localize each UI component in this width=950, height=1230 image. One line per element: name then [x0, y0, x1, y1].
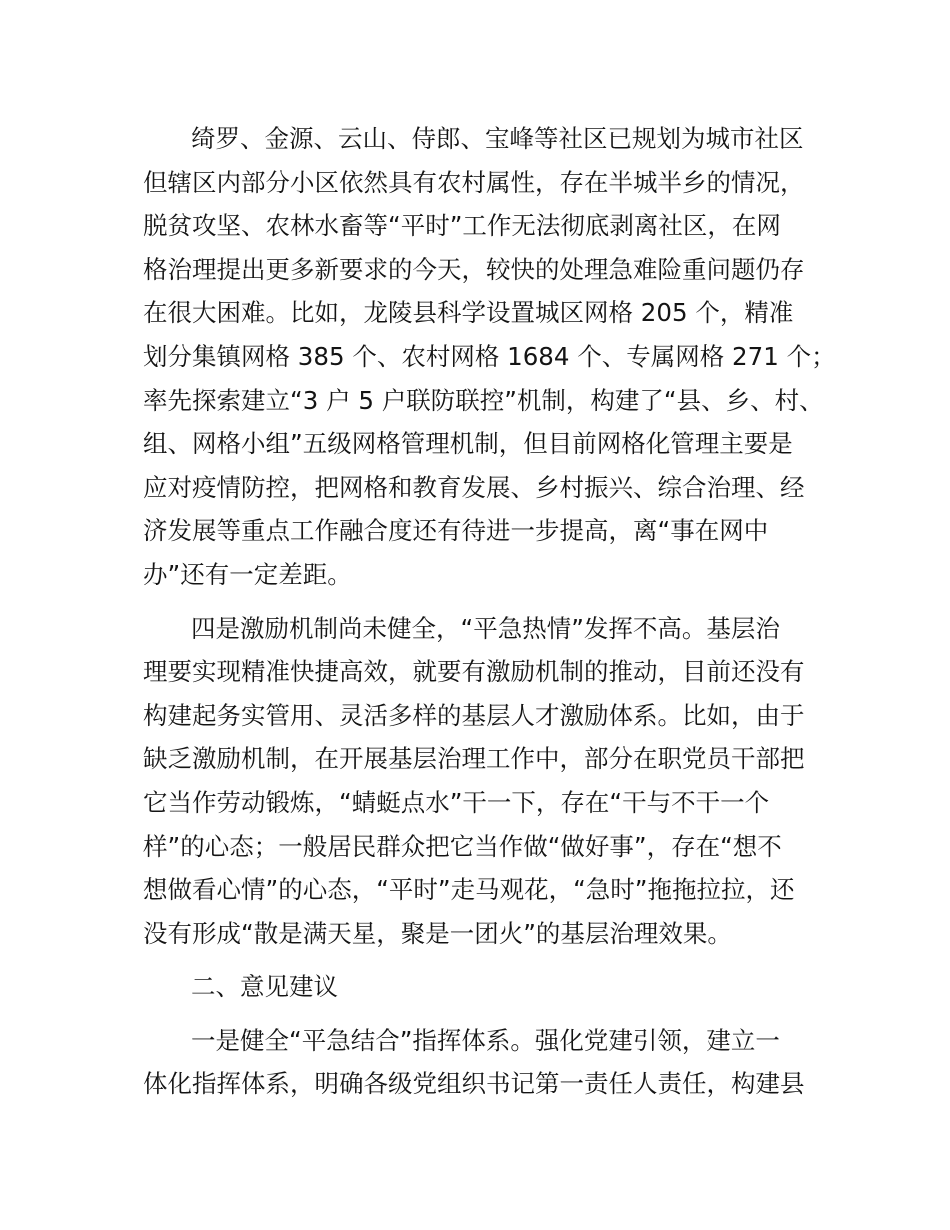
- text-line: 没有形成“散是满天星，聚是一团火”的基层治理效果。: [143, 918, 732, 948]
- text-line: 济发展等重点工作融合度还有待进一步提高，离“事在网中: [143, 516, 769, 546]
- text-line: 四是激励机制尚未健全，“平急热情”发挥不高。基层治: [191, 613, 780, 643]
- text-line: 构建起务实管用、灵活多样的基层人才激励体系。比如，由于: [143, 700, 805, 730]
- text-line: 缺乏激励机制，在开展基层治理工作中，部分在职党员干部把: [143, 744, 805, 774]
- text-line: 一是健全“平急结合”指挥体系。强化党建引领，建立一: [191, 1025, 780, 1055]
- paragraph-spacer: [143, 1009, 843, 1019]
- text-line: 应对疫情防控，把网格和教育发展、乡村振兴、综合治理、经: [143, 472, 805, 502]
- document-body: [143, 117, 843, 1106]
- text-line: 样”的心态；一般居民群众把它当作做“做好事”，存在“想不: [143, 831, 782, 861]
- text-line: 脱贫攻坚、农林水畜等“平时”工作无法彻底剥离社区，在网: [143, 211, 781, 241]
- text-line: 办”还有一定差距。: [143, 559, 352, 589]
- text-line: 划分集镇网格 385 个、农村网格 1684 个、专属网格 271 个；: [143, 341, 836, 371]
- paragraph: [143, 117, 843, 597]
- text-line: 格治理提出更多新要求的今天，较快的处理急难险重问题仍存: [143, 254, 805, 284]
- paragraph-spacer: [143, 597, 843, 607]
- text-line: 组、网格小组”五级网格管理机制，但目前网格化管理主要是: [143, 429, 793, 459]
- text-line: 体化指挥体系，明确各级党组织书记第一责任人责任，构建县: [143, 1069, 805, 1099]
- section-heading: 二、意见建议: [191, 972, 338, 1002]
- text-line: 想做看心情”的心态，“平时”走马观花，“急时”拖拖拉拉，还: [143, 875, 795, 905]
- text-line: 理要实现精准快捷高效，就要有激励机制的推动，目前还没有: [143, 657, 805, 687]
- text-line: 率先探索建立“3 户 5 户联防联控”机制，构建了“县、乡、村、: [143, 385, 824, 415]
- text-line: 绮罗、金源、云山、侍郎、宝峰等社区已规划为城市社区: [191, 124, 804, 153]
- text-line: 但辖区内部分小区依然具有农村属性，存在半城半乡的情况，: [143, 167, 805, 197]
- paragraph: [143, 607, 843, 956]
- paragraph-spacer: [143, 955, 843, 965]
- paragraph: [143, 1019, 843, 1106]
- text-line: 它当作劳动锻炼，“蜻蜓点水”干一下，存在“干与不干一个: [143, 787, 770, 817]
- text-line: 在很大困难。比如，龙陵县科学设置城区网格 205 个，精准: [143, 298, 794, 328]
